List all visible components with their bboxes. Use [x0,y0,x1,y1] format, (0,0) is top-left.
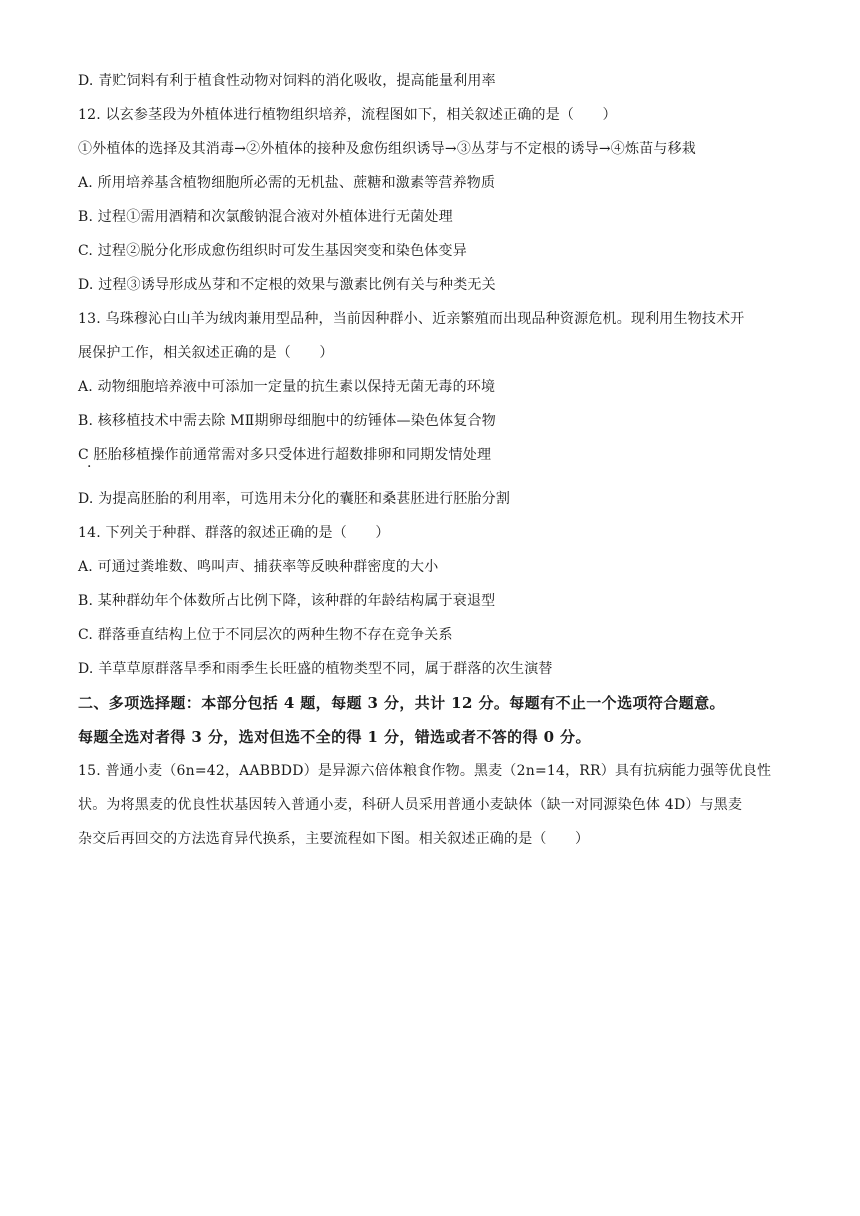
q15-stem-line2: 状。为将黑麦的优良性状基因转入普通小麦，科研人员采用普通小麦缺体（缺一对同源染色体 4D）与黑麦 [78,797,743,813]
q14-option-c: C. 群落垂直结构上位于不同层次的两种生物不存在竞争关系 [78,627,453,643]
q11-option-d: D. 青贮饲料有利于植食性动物对饲料的消化吸收，提高能量利用率 [78,73,496,89]
q12-flow: ①外植体的选择及其消毒→②外植体的接种及愈伤组织诱导→③丛芽与不定根的诱导→④炼苗与移栽 [78,141,696,157]
q12-option-c: C. 过程②脱分化形成愈伤组织时可发生基因突变和染色体变异 [78,243,467,259]
q13-option-c: C 胚胎移植操作前通常需对多只受体进行超数排卵和同期发情处理 [78,447,492,463]
q14-option-b: B. 某种群幼年个体数所占比例下降，该种群的年龄结构属于衰退型 [78,593,496,609]
q12-option-a: A. 所用培养基含植物细胞所必需的无机盐、蔗糖和激素等营养物质 [78,175,496,191]
q13-stem-line2: 展保护工作，相关叙述正确的是（ ） [78,345,334,361]
section-heading-line2: 每题全选对者得 3 分，选对但选不全的得 1 分，错选或者不答的得 0 分。 [78,728,591,746]
q12-option-d: D. 过程③诱导形成丛芽和不定根的效果与激素比例有关与种类无关 [78,277,496,293]
q12-option-b: B. 过程①需用酒精和次氯酸钠混合液对外植体进行无菌处理 [78,209,453,225]
q13-option-a: A. 动物细胞培养液中可添加一定量的抗生素以保持无菌无毒的环境 [78,379,496,395]
section-heading-line1: 二、多项选择题：本部分包括 4 题，每题 3 分，共计 12 分。每题有不止一个选项符合题意。 [78,694,725,712]
q15-stem-line1: 15. 普通小麦（6n=42，AABBDD）是异源六倍体粮食作物。黑麦（2n=14，RR）具有抗病能力强等优良性 [78,763,772,779]
q14-stem: 14. 下列关于种群、群落的叙述正确的是（ ） [78,525,390,541]
q15-stem-line3: 杂交后再回交的方法选育异代换系，主要流程如下图。相关叙述正确的是（ ） [78,831,590,847]
q14-option-d: D. 羊草草原群落旱季和雨季生长旺盛的植物类型不同，属于群落的次生演替 [78,661,553,677]
q13-stem-line1: 13. 乌珠穆沁白山羊为绒肉兼用型品种，当前因种群小、近亲繁殖而出现品种资源危机。现利用生物技术开 [78,311,745,327]
q14-option-a: A. 可通过粪堆数、鸣叫声、捕获率等反映种群密度的大小 [78,559,439,575]
q13-option-b: B. 核移植技术中需去除 MⅡ期卵母细胞中的纺锤体—染色体复合物 [78,413,496,429]
q12-stem: 12. 以玄参茎段为外植体进行植物组织培养，流程图如下，相关叙述正确的是（ ） [78,107,617,123]
option-c-dot: · [87,459,92,475]
q13-option-d: D. 为提高胚胎的利用率，可选用未分化的囊胚和桑葚胚进行胚胎分割 [78,491,511,507]
